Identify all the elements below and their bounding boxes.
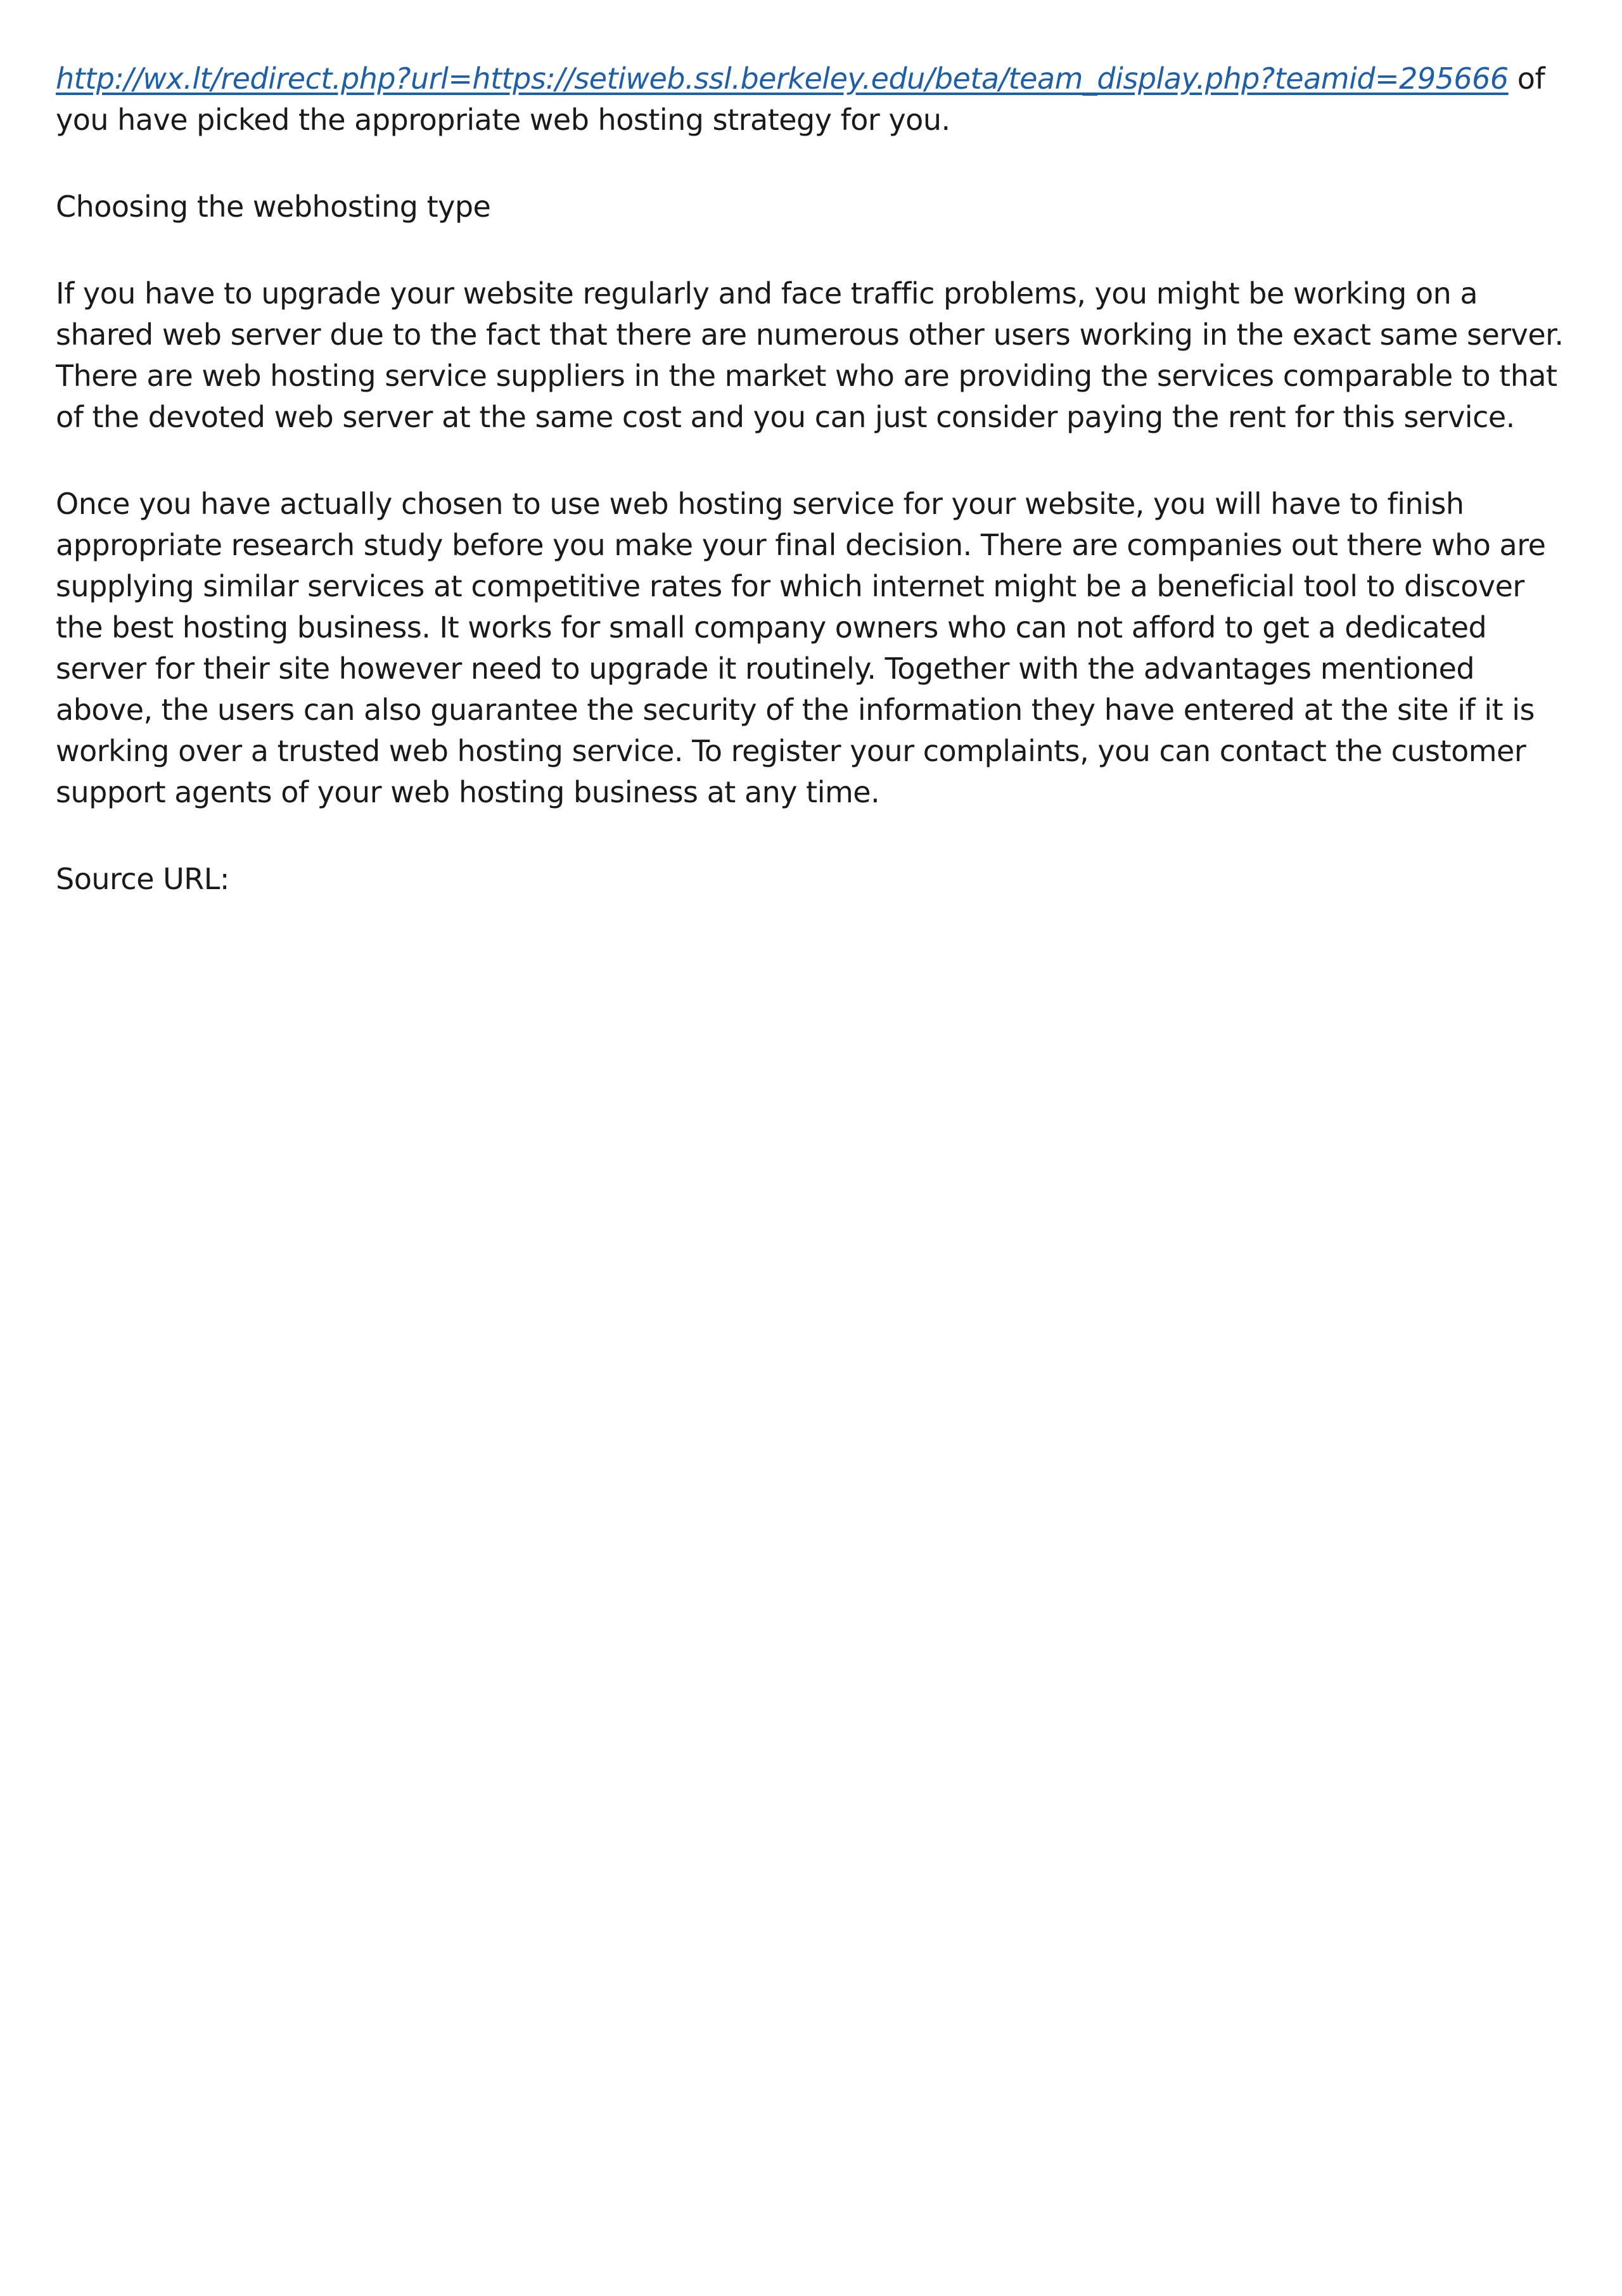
- intro-paragraph: [56, 58, 1576, 141]
- source-url-label: Source URL:: [56, 862, 229, 896]
- intro-text: of you have picked the appropriate web hosting strategy for you.: [56, 61, 1545, 137]
- redirect-link[interactable]: http://wx.lt/redirect.php?url=https://setiweb.ssl.berkeley.edu/beta/team_display.php?teamid=295666: [56, 61, 1509, 96]
- paragraph-research: Once you have actually chosen to use web hosting service for your website, you will have to finish appropriate research study before you make your final decision. There are companies out there who are supplying similar services at competitive rates for which internet might be a beneficial tool to discover the best hosting business. It works for small company owners who can not afford to get a dedicated server for their site however need to upgrade it routinely. Together with the advantages mentioned above, the users can also guarantee the security of the information they have entered at the site if it is working over a trusted web hosting service. To register your complaints, you can contact the customer support agents of your web hosting business at any time.: [56, 487, 1546, 809]
- paragraph-traffic: If you have to upgrade your website regularly and face traffic problems, you might be working on a shared web server due to the fact that there are numerous other users working in the exact same server. There are web hosting service suppliers in the market who are providing the services comparable to that of the devoted web server at the same cost and you can just consider paying the rent for this service.: [56, 276, 1564, 434]
- section-heading: Choosing the webhosting type: [56, 189, 491, 224]
- document-page: [56, 58, 1576, 946]
